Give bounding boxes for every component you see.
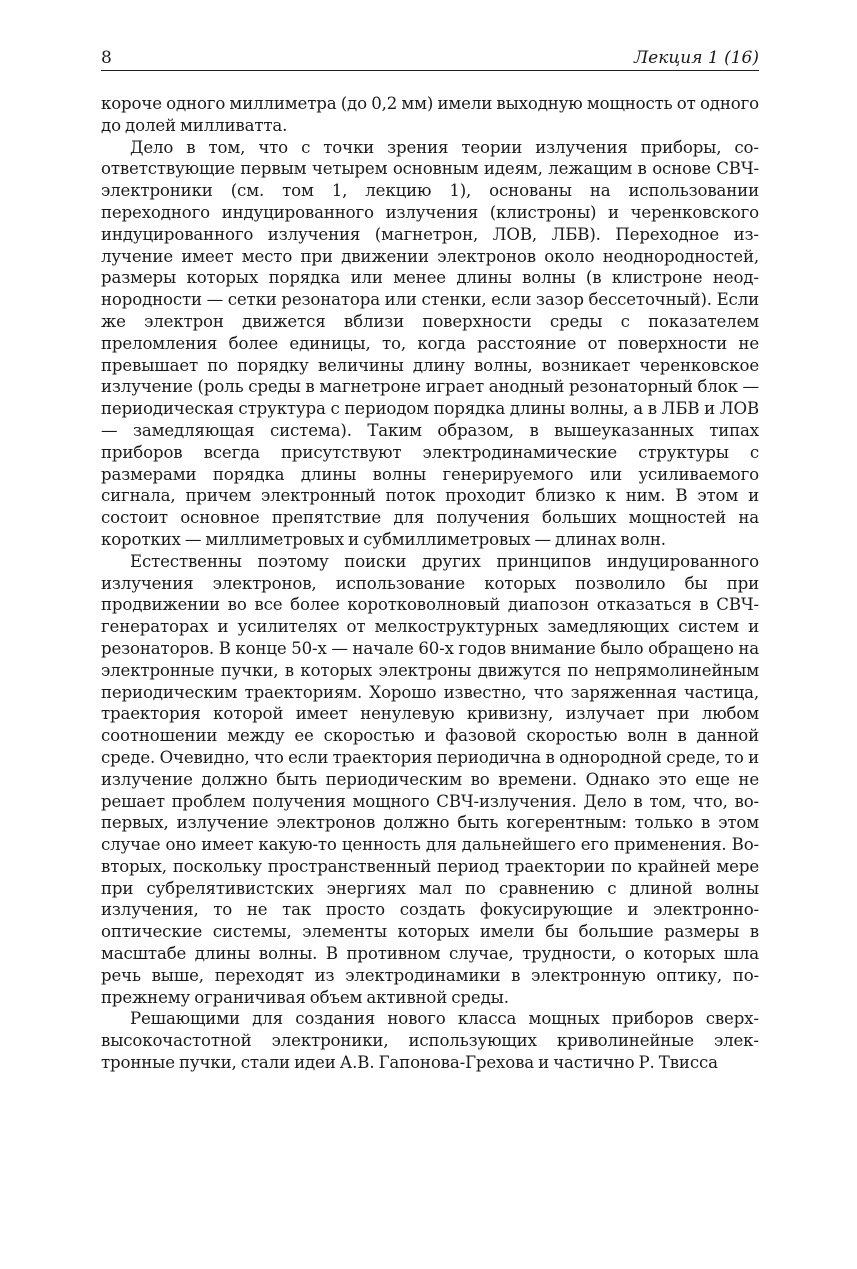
- body-text: [101, 93, 759, 1074]
- paragraph: Решающими для создания нового класса мощных приборов сверхвысокочастотной электроники, использующих криволинейные электронные пучки, стали идеи А.В. Гапонова-Грехова и частично Р. Твисса: [101, 1009, 759, 1073]
- running-title: Лекция 1 (16): [634, 48, 759, 68]
- page-number: 8: [101, 48, 112, 68]
- paragraph: Естественны поэтому поиски других принципов индуцированного излучения электронов, использование которых позволило бы при продвижении во все более коротковолновый диапозон отказаться в СВЧ-генераторах и усилителях от мелкоструктурных замедляющих систем и резонаторов. В конце 50-х — начале 60-х годов внимание было обращено на электронные пучки, в которых электроны движутся по непрямолинейным периодическим траекториям. Хорошо известно, что заряженная частица, траектория которой имеет ненулевую кривизну, излучает при любом соотношении между ее скоростью и фазовой скоростью волн в данной среде. Очевидно, что если траектория периодична в однородной среде, то и излучение должно быть периодическим во времени. Однако это еще не решает проблем получения мощного СВЧ-излучения. Дело в том, что, во-первых, излучение электронов должно быть когерентным: только в этом случае оно имеет какую-то ценность для дальнейшего его применения. Во-вторых, поскольку пространственный период траектории по крайней мере при субрелятивистских энергиях мал по сравнению с длиной волны излучения, то не так просто создать фокусирующие и электронно-оптические системы, элементы которых имели бы большие размеры в масштабе длины волны. В противном случае, трудности, о которых шла речь выше, переходят из электродинамики в электронную оптику, по-прежнему ограничивая объем активной среды.: [101, 551, 759, 1007]
- paragraph-continuation: короче одного миллиметра (до 0,2 мм) имели выходную мощность от одного до долей милливатта.: [101, 94, 759, 135]
- paragraph: Дело в том, что с точки зрения теории излучения приборы, соответствующие первым четырем основным идеям, лежащим в основе СВЧ-электроники (см. том 1, лекцию 1), основаны на использовании переходного индуцированного излучения (клистроны) и черенковского индуцированного излучения (магнетрон, ЛОВ, ЛБВ). Переходное излучение имеет место при движении электронов около неоднородностей, размеры которых порядка или менее длины волны (в клистроне неоднородности — сетки резонатора или стенки, если зазор бессеточный). Если же электрон движется вблизи поверхности среды с показателем преломления более единицы, то, когда расстояние от поверхности не превышает по порядку величины длину волны, возникает черенковское излучение (роль среды в магнетроне играет анодный резонаторный блок — периодическая структура с периодом порядка длины волны, а в ЛБВ и ЛОВ — замедляющая система). Таким образом, в вышеуказанных типах приборов всегда присутствуют электродинамические структуры с размерами порядка длины волны генерируемого или усиливаемого сигнала, причем электронный поток проходит близко к ним. В этом и состоит основное препятствие для получения больших мощностей на коротких — миллиметровых и субмиллиметровых — длинах волн.: [101, 137, 759, 549]
- book-page: [101, 44, 759, 1074]
- running-header: [101, 44, 759, 71]
